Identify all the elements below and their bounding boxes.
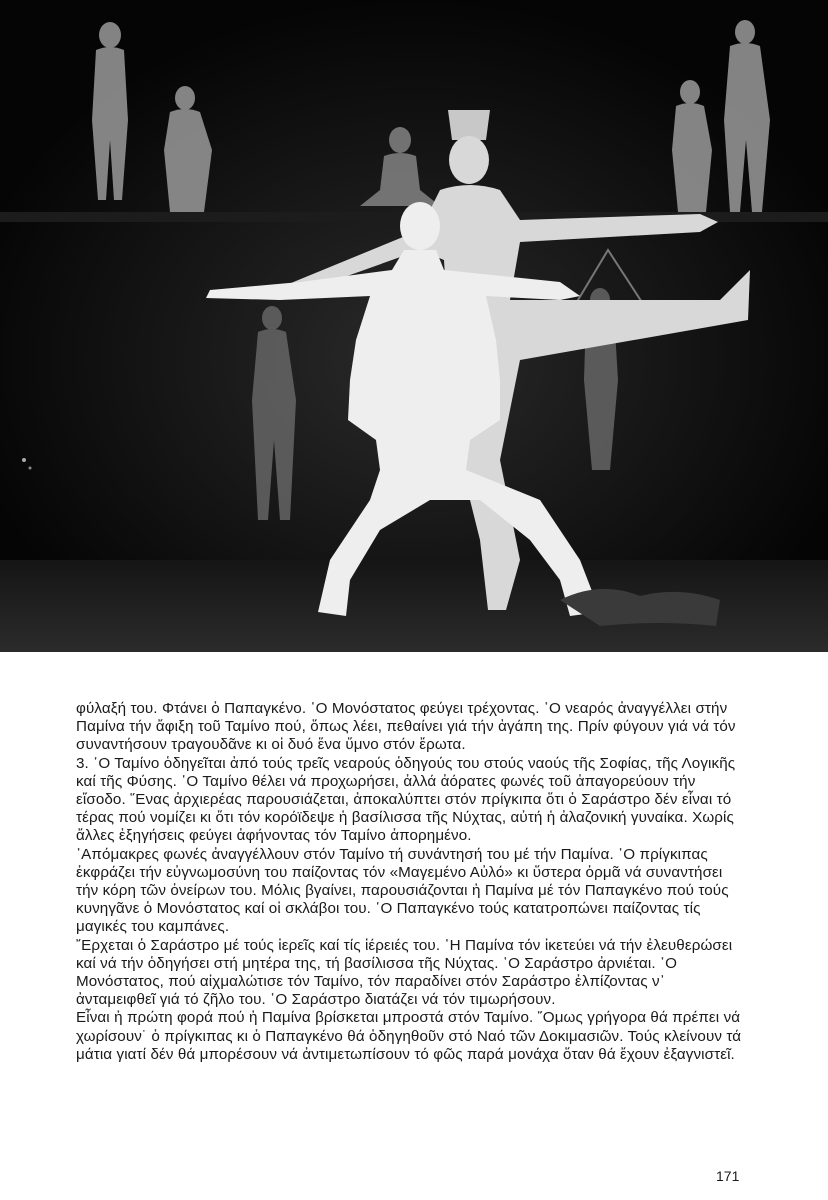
page-number: 171 — [716, 1168, 740, 1184]
paragraph: ᾿Απόμακρες φωνές ἀναγγέλλουν στόν Ταμίνο τή συνάντησή του μέ τήν Παμίνα. ῾Ο πρίγκιπας ἐκφράζει τήν εὐγνωμοσύνη του παίζοντας τόν «Μαγεμένο Αὐλό» κι ὕστερα ὁρμᾶ νά συναντήσει τήν κόρη τῶν ὀνείρων του. Μόλις βγαίνει, παρουσιάζονται ἡ Παμίνα μέ τόν Παπαγκένο πού τούς κυνηγᾶνε ὁ Μονόστατος καί οἱ σκλάβοι του. ῾Ο Παπαγκένο τούς κατατροπώνει παίζοντας τίς μαγικές του καμπάνες. — [76, 845, 729, 936]
paragraph: 3. ῾Ο Ταμίνο ὁδηγεῖται ἀπό τούς τρεῖς νεαρούς ὁδηγούς του στούς ναούς τῆς Σοφίας, τῆς Λογικῆς καί τῆς Φύσης. ῾Ο Ταμίνο θέλει νά προχωρήσει, ἀλλά ἀόρατες φωνές τοῦ ἀπαγορεύουν τήν εἴσοδο. ῞Ενας ἀρχιερέας παρουσιάζεται, ἀποκαλύπτει στόν πρίγκιπα ὅτι ὁ Σαράστρο δέν εἶναι τό τέρας πού νομίζει κι ὅτι τόν κορόϊδεψε ἡ βασίλισσα τῆς Νύχτας, αὐτή ἡ ἀλαζονική γυναίκα. Χωρίς ἄλλες ἐξηγήσεις φεύγει ἀφήνοντας τόν Ταμίνο ἀπορημένο. — [76, 754, 736, 845]
paragraph: φύλαξή του. Φτάνει ὁ Παπαγκένο. ῾Ο Μονόστατος φεύγει τρέχοντας. ῾Ο νεαρός ἀναγγέλλει στήν Παμίνα τήν ἄφιξη τοῦ Ταμίνο πού, ὅπως λέει, πεθαίνει γιά τήν ἀγάπη της. Πρίν φύγουν γιά νά τόν συναντήσουν τραγουδᾶνε κι οἱ δυό ἕνα ὕμνο στόν ἔρωτα. — [76, 700, 736, 754]
paragraph: ῎Ερχεται ὁ Σαράστρο μέ τούς ἱερεῖς καί τίς ἱέρειές του. ῾Η Παμίνα τόν ἱκετεύει νά τήν ἐλευθερώσει καί νά τήν ὁδηγήσει στή μητέρα της, τή βασίλισσα τῆς Νύχτας. ῾Ο Σαράστρο ἀρνιέται. ῾Ο Μονόστατος, πού αἰχμαλώτισε τόν Ταμίνο, τόν παραδίνει στόν Σαράστρο ἐλπίζοντας ν᾿ ἀνταμειφθεῖ γιά τό ζῆλο του. ῾Ο Σαράστρο διατάζει νά τόν τιμωρήσουν. — [76, 936, 733, 1009]
paragraph: Εἶναι ἡ πρώτη φορά πού ἡ Παμίνα βρίσκεται μπροστά στόν Ταμίνο. ῞Ομως γρήγορα θά πρέπει νά χωρίσουν˙ ὁ πρίγκιπας κι ὁ Παπαγκένο θά ὁδηγηθοῦν στό Ναό τῶν Δοκιμασιῶν. Τούς κλείνουν τά μάτια γιατί δέν θά μπορέσουν νά ἀντιμετωπίσουν τό φῶς παρά μονάχα ὅταν θά ἔχουν ἐξαγνιστεῖ. — [76, 1009, 742, 1063]
article-text — [76, 700, 744, 1064]
